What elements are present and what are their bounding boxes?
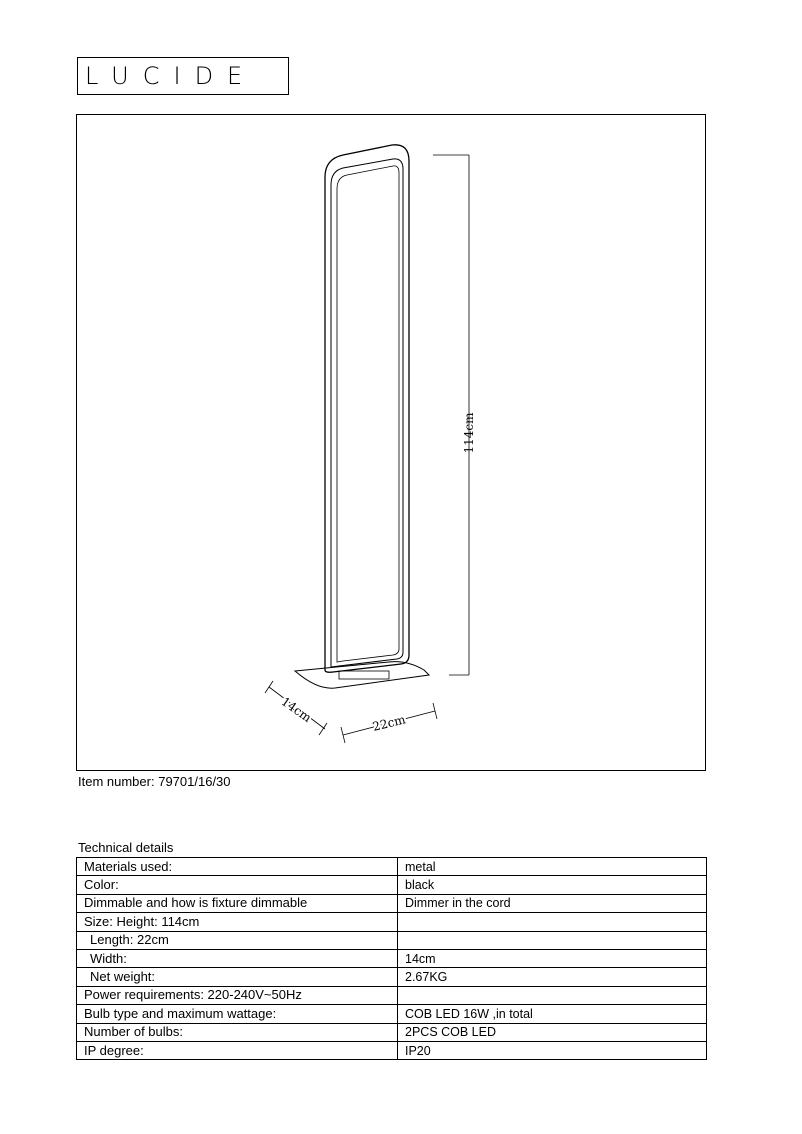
spec-label: Dimmable and how is fixture dimmable (77, 894, 398, 912)
depth-dim-tick-a (265, 681, 273, 693)
table-row (77, 858, 707, 876)
spec-label: IP degree: (77, 1041, 398, 1059)
spec-label: Color: (77, 876, 398, 894)
spec-value: black (398, 876, 707, 894)
lamp-base-block (339, 671, 389, 679)
table-row (77, 913, 707, 931)
product-drawing (76, 114, 706, 771)
spec-label: Length: 22cm (77, 931, 398, 949)
item-number-label: Item number: (78, 774, 155, 789)
spec-value: 2.67KG (398, 968, 707, 986)
item-number-value: 79701/16/30 (158, 774, 231, 789)
table-row (77, 986, 707, 1004)
table-row (77, 894, 707, 912)
width-dim-label: 22cm (371, 712, 407, 734)
table-row (77, 1023, 707, 1041)
spec-value (398, 931, 707, 949)
spec-label: Power requirements: 220-240V~50Hz (77, 986, 398, 1004)
table-row (77, 1041, 707, 1059)
technical-details-table (76, 857, 707, 1060)
spec-value: metal (398, 858, 707, 876)
table-row (77, 968, 707, 986)
table-row (77, 931, 707, 949)
logo-text: LUCIDE (85, 62, 257, 90)
item-number-line (78, 773, 231, 791)
lamp-frame-inner (331, 159, 403, 667)
technical-details-title: Technical details (78, 840, 174, 855)
lamp-base-plate (295, 662, 429, 689)
spec-value (398, 986, 707, 1004)
lucide-logo (77, 57, 289, 95)
spec-label: Materials used: (77, 858, 398, 876)
height-dim-label: 114cm (462, 412, 476, 454)
table-row (77, 876, 707, 894)
spec-value: IP20 (398, 1041, 707, 1059)
depth-dim-label: 14cm (278, 694, 314, 726)
spec-value (398, 913, 707, 931)
table-row (77, 1005, 707, 1023)
lamp-frame-hollow (337, 166, 399, 662)
spec-label: Bulb type and maximum wattage: (77, 1005, 398, 1023)
spec-label: Net weight: (77, 968, 398, 986)
spec-value: 14cm (398, 949, 707, 967)
table-row (77, 949, 707, 967)
lamp-technical-drawing (77, 115, 707, 772)
depth-dim-tick-b (319, 723, 327, 735)
spec-value: 2PCS COB LED (398, 1023, 707, 1041)
spec-label: Size: Height: 114cm (77, 913, 398, 931)
spec-value: COB LED 16W ,in total (398, 1005, 707, 1023)
lamp-frame-outer (325, 145, 409, 672)
spec-label: Width: (77, 949, 398, 967)
spec-value: Dimmer in the cord (398, 894, 707, 912)
spec-label: Number of bulbs: (77, 1023, 398, 1041)
